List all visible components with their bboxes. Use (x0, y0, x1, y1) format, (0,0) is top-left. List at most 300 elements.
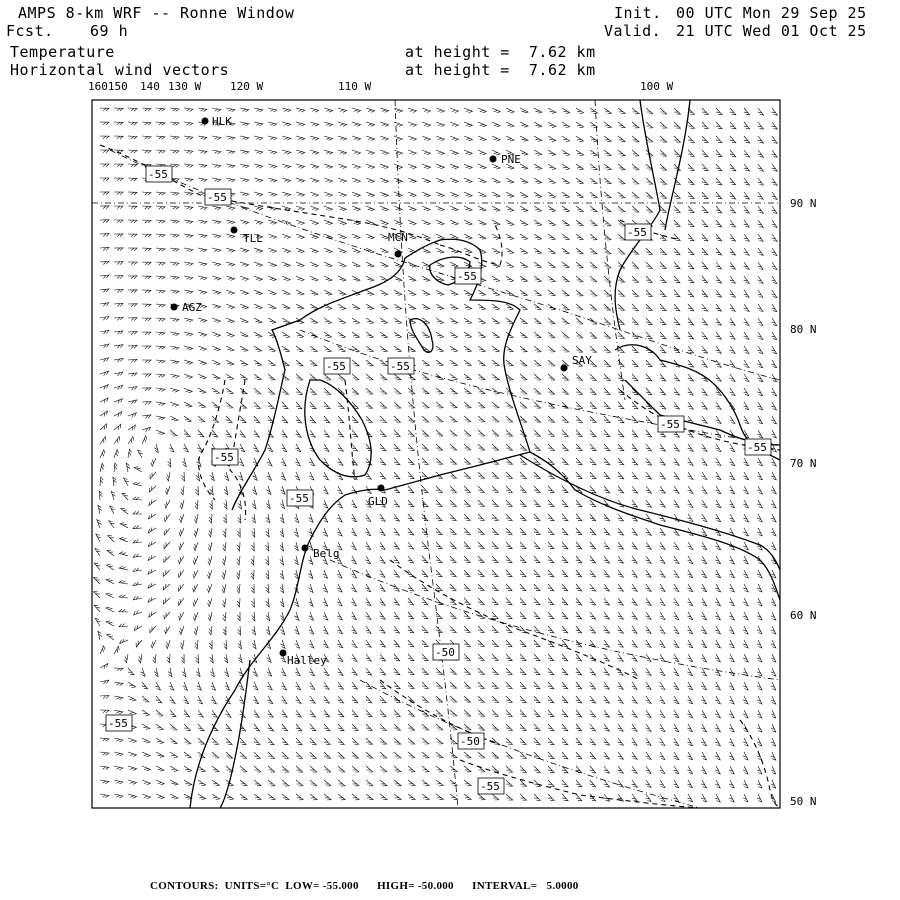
wind-barb (646, 724, 652, 731)
wind-barb (729, 416, 735, 424)
wind-barb (394, 192, 402, 197)
wind-barb (506, 612, 512, 619)
wind-barb (506, 766, 513, 772)
wind-barb (310, 150, 319, 154)
wind-barb (632, 696, 638, 703)
wind-barb (729, 458, 735, 466)
wind-barb (492, 444, 499, 450)
wind-barb (674, 108, 681, 114)
wind-barb (590, 136, 597, 142)
wind-barb (687, 514, 693, 522)
wind-barb (506, 570, 512, 577)
wind-barb (324, 220, 332, 225)
wind-barb (450, 528, 456, 534)
wind-barb (296, 346, 303, 352)
wind-barb (408, 612, 414, 619)
wind-barb (660, 318, 666, 325)
wind-barb (534, 794, 540, 800)
wind-barb (771, 780, 776, 788)
wind-barb (94, 592, 100, 598)
wind-barb (506, 654, 512, 661)
wind-barb (687, 794, 692, 802)
wind-barb (660, 486, 666, 493)
wind-barb (534, 724, 540, 731)
wind-barb (436, 430, 443, 436)
wind-barb (590, 528, 596, 535)
wind-barb (716, 122, 722, 129)
wind-barb (674, 458, 680, 465)
wind-barb (408, 794, 415, 800)
wind-barb (310, 192, 319, 197)
wind-barb (715, 612, 720, 620)
contour-label: -55 (214, 451, 234, 464)
wind-barb (408, 444, 414, 450)
wind-barb (771, 640, 776, 648)
wind-barb (198, 332, 207, 336)
wind-barb (282, 710, 288, 717)
wind-barb (170, 108, 179, 111)
wind-barb (478, 192, 486, 197)
wind-barb (338, 122, 347, 126)
wind-barb (128, 794, 137, 798)
wind-barb (464, 528, 470, 534)
wind-barb (562, 654, 568, 661)
wind-barb (659, 766, 665, 774)
wind-barb (170, 150, 179, 153)
wind-barb (208, 556, 212, 565)
wind-barb (224, 500, 227, 509)
wind-barb (716, 276, 722, 283)
wind-barb (151, 640, 156, 648)
wind-barb (352, 374, 359, 380)
wind-barb (520, 276, 527, 282)
wind-barb (170, 276, 179, 280)
wind-barb (324, 276, 332, 281)
wind-barb (366, 164, 375, 169)
wind-barb (729, 794, 734, 802)
wind-barb (492, 318, 499, 324)
wind-barb (169, 682, 174, 690)
wind-barb (716, 108, 722, 115)
wind-barb (133, 582, 142, 586)
wind-barb (744, 192, 750, 199)
wind-barb (632, 640, 638, 647)
wind-barb (128, 234, 137, 237)
wind-barb (688, 374, 694, 381)
wind-barb (253, 696, 258, 704)
wind-barb (674, 402, 680, 409)
wind-barb (464, 780, 471, 786)
wind-barb (309, 668, 314, 676)
wind-barb (450, 682, 457, 688)
wind-barb (114, 164, 123, 167)
wind-barb (352, 416, 358, 423)
wind-barb (562, 444, 568, 451)
wind-barb (310, 780, 317, 786)
wind-barb (576, 262, 583, 268)
wind-barb (133, 540, 142, 543)
wind-barb (771, 696, 776, 704)
wind-barb (716, 164, 722, 171)
wind-barb (632, 500, 638, 507)
wind-barb (156, 192, 165, 195)
wind-barb (604, 374, 610, 380)
wind-barb (464, 416, 471, 422)
wind-barb (149, 612, 156, 618)
wind-barb (168, 668, 172, 677)
wind-barb (757, 304, 763, 312)
wind-barb (701, 668, 706, 676)
wind-barb (576, 206, 583, 212)
wind-barb (282, 248, 290, 253)
wind-barb (310, 710, 316, 717)
wind-barb (492, 668, 498, 674)
wind-barb (380, 640, 386, 647)
wind-barb (337, 528, 342, 536)
wind-barb (590, 388, 596, 394)
wind-barb (106, 621, 114, 626)
wind-barb (268, 108, 277, 112)
wind-barb (744, 248, 750, 255)
wind-barb (492, 472, 499, 478)
wind-barb (100, 411, 107, 417)
wind-barb (660, 136, 667, 142)
wind-barb (324, 332, 332, 338)
wind-barb (687, 570, 692, 578)
wind-barb (170, 710, 176, 717)
wind-barb (100, 206, 109, 209)
wind-barb (688, 122, 694, 128)
wind-barb (100, 424, 107, 430)
wind-barb (562, 668, 568, 675)
wind-barb (268, 206, 277, 210)
wind-barb (296, 220, 305, 225)
wind-barb (408, 262, 416, 267)
wind-barb (408, 136, 417, 141)
wind-barb (632, 626, 638, 633)
wind-barb (422, 472, 428, 479)
wind-barb (464, 696, 471, 702)
wind-barb (128, 449, 132, 458)
wind-barb (95, 618, 100, 626)
wind-barb (394, 668, 400, 675)
wind-barb (268, 794, 275, 800)
wind-barb (294, 528, 298, 537)
wind-barb (771, 752, 776, 760)
wind-barb (408, 304, 416, 309)
wind-barb (618, 626, 624, 633)
wind-barb (701, 626, 706, 634)
wind-barb (237, 570, 241, 579)
wind-barb (604, 766, 610, 773)
wind-barb (240, 220, 249, 224)
wind-barb (618, 458, 624, 465)
wind-barb (758, 192, 764, 199)
wind-barb (730, 318, 736, 325)
wind-barb (212, 290, 221, 294)
wind-barb (771, 262, 777, 270)
wind-barb (450, 318, 458, 324)
wind-barb (618, 108, 625, 114)
wind-barb (520, 122, 528, 127)
wind-barb (632, 360, 638, 367)
wind-barb (212, 318, 221, 323)
wind-barb (394, 416, 401, 422)
wind-barb (366, 738, 373, 744)
wind-barb (562, 290, 569, 296)
wind-barb (646, 626, 652, 633)
wind-barb (239, 472, 244, 480)
wind-barb (267, 696, 273, 704)
wind-barb (464, 472, 471, 478)
wind-barb (296, 332, 304, 338)
wind-barb (520, 780, 527, 786)
wind-barb (380, 626, 386, 633)
wind-barb (618, 682, 624, 689)
wind-barb (323, 500, 328, 508)
wind-barb (562, 780, 568, 787)
wind-barb (562, 346, 569, 352)
wind-barb (548, 164, 556, 170)
wind-barb (268, 234, 277, 239)
wind-barb (212, 374, 220, 379)
wind-barb (506, 178, 514, 183)
wind-barb (562, 150, 570, 156)
wind-barb (394, 640, 400, 647)
wind-barb (576, 542, 582, 549)
wind-barb (268, 346, 276, 352)
wind-barb (128, 108, 137, 111)
wind-barb (534, 192, 542, 198)
wind-barb (506, 584, 512, 591)
wind-barb (478, 164, 486, 169)
wind-barb (562, 164, 570, 170)
wind-barb (534, 682, 540, 689)
station-label-say: SAY (572, 354, 592, 367)
wind-barb (338, 290, 346, 295)
wind-barb (632, 150, 639, 156)
wind-barb (163, 598, 170, 604)
wind-barb (674, 388, 680, 395)
wind-barb (562, 430, 568, 436)
wind-barb (464, 178, 472, 183)
wind-barb (562, 220, 569, 226)
wind-barb (436, 458, 443, 464)
wind-barb (744, 276, 750, 283)
wind-barb (121, 508, 128, 514)
wind-barb (618, 164, 625, 170)
wind-barb (464, 290, 472, 295)
wind-barb (520, 682, 526, 689)
wind-barb (632, 178, 639, 184)
wind-barb (422, 724, 429, 730)
wind-barb (687, 668, 692, 676)
wind-barb (142, 234, 151, 237)
wind-barb (156, 402, 165, 406)
wind-barb (520, 192, 528, 197)
wind-barb (520, 752, 526, 758)
wind-barb (338, 346, 345, 352)
wind-barb (254, 206, 263, 210)
wind-barb (422, 528, 428, 535)
wind-barb (198, 234, 207, 238)
wind-barb (478, 332, 485, 338)
wind-barb (450, 220, 458, 225)
wind-barb (520, 332, 527, 338)
wind-barb (576, 136, 584, 142)
wind-barb (114, 752, 123, 756)
wind-barb (254, 724, 260, 731)
wind-barb (576, 598, 582, 605)
wind-barb (408, 416, 415, 422)
wind-barb (548, 612, 554, 619)
wind-barb (688, 458, 694, 465)
wind-barb (156, 136, 165, 139)
wind-barb (729, 598, 734, 606)
wind-barb (194, 514, 198, 523)
wind-barb (534, 598, 540, 605)
wind-barb (100, 463, 104, 472)
wind-barb (422, 374, 429, 380)
wind-barb (296, 388, 302, 394)
wind-barb (170, 402, 179, 407)
wind-barb (184, 276, 193, 280)
wind-barb (646, 388, 652, 395)
wind-barb (757, 346, 763, 354)
wind-barb (659, 710, 665, 718)
wind-barb (128, 192, 137, 195)
wind-barb (170, 318, 179, 322)
wind-barb (324, 752, 331, 758)
wind-barb (352, 794, 359, 800)
wind-barb (394, 304, 402, 309)
wind-barb (183, 444, 188, 452)
wind-barb (534, 444, 540, 450)
wind-barb (729, 724, 734, 732)
wind-barb (632, 766, 638, 773)
wind-barb (184, 416, 191, 422)
wind-barb (422, 360, 429, 366)
wind-barb (226, 374, 234, 380)
wind-barb (394, 262, 402, 267)
wind-barb (758, 220, 764, 227)
wind-barb (366, 122, 375, 126)
wind-barb (156, 374, 165, 377)
wind-barb (632, 164, 639, 170)
wind-barb (730, 262, 736, 269)
wind-barb (772, 192, 778, 199)
wind-barb (464, 486, 471, 492)
wind-barb (632, 262, 639, 268)
wind-barb (534, 402, 541, 408)
wind-barb (366, 388, 373, 394)
wind-barb (170, 234, 179, 237)
wind-barb (184, 234, 193, 238)
wind-barb (590, 290, 597, 296)
wind-barb (226, 304, 234, 309)
wind-barb (323, 626, 328, 634)
wind-barb (114, 317, 123, 320)
wind-barb (646, 584, 652, 591)
wind-barb (296, 150, 305, 154)
wind-barb (701, 766, 706, 774)
wind-barb (100, 192, 109, 195)
wind-barb (757, 472, 762, 480)
wind-barb (548, 430, 554, 436)
wind-barb (716, 332, 722, 339)
wind-barb (212, 150, 221, 154)
wind-barb (743, 528, 748, 536)
wind-barb (478, 710, 485, 716)
wind-barb (394, 626, 400, 633)
wind-barb (310, 122, 319, 126)
wind-barb (338, 304, 346, 309)
wind-barb (478, 542, 484, 549)
wind-barb (352, 206, 360, 211)
wind-barb (757, 612, 762, 620)
wind-barb (366, 794, 373, 800)
wind-barb (422, 780, 429, 786)
wind-barb (408, 626, 414, 633)
wind-barb (422, 304, 430, 309)
wind-barb (492, 248, 500, 253)
wind-barb (730, 276, 736, 283)
wind-barb (394, 164, 402, 169)
wind-barb (380, 696, 386, 703)
wind-barb (296, 360, 303, 366)
wind-barb (156, 416, 165, 420)
wind-barb (436, 178, 444, 183)
wind-barb (562, 542, 568, 549)
wind-barb (548, 346, 555, 352)
wind-barb (646, 206, 653, 212)
wind-barb (757, 626, 762, 634)
wind-barb (436, 556, 442, 563)
wind-barb (548, 752, 554, 759)
wind-barb (100, 385, 108, 390)
wind-barb (548, 738, 554, 745)
wind-barb (282, 304, 290, 309)
wind-barb (715, 794, 720, 802)
wind-barb (702, 206, 708, 213)
wind-barb (408, 388, 415, 394)
wind-barb (744, 332, 750, 339)
wind-barb (604, 220, 611, 226)
wind-barb (366, 332, 373, 338)
wind-barb (134, 625, 142, 630)
wind-barb (268, 192, 277, 196)
wind-barb (295, 640, 300, 648)
wind-barb (576, 388, 582, 394)
wind-barb (212, 738, 218, 744)
height-wind: at height = 7.62 km (405, 61, 596, 79)
wind-barb (506, 346, 513, 352)
wind-barb (450, 556, 456, 563)
wind-barb (380, 682, 386, 689)
wind-barb (590, 206, 597, 212)
wind-barb (743, 458, 748, 466)
wind-barb (366, 416, 372, 423)
wind-barb (604, 192, 611, 198)
wind-barb (323, 570, 328, 578)
wind-barb (120, 537, 128, 542)
wind-barb (198, 710, 204, 717)
wind-barb (743, 654, 748, 662)
wind-barb (128, 262, 137, 265)
wind-barb (701, 542, 707, 550)
wind-barb (506, 262, 514, 268)
wind-barb (324, 122, 333, 126)
